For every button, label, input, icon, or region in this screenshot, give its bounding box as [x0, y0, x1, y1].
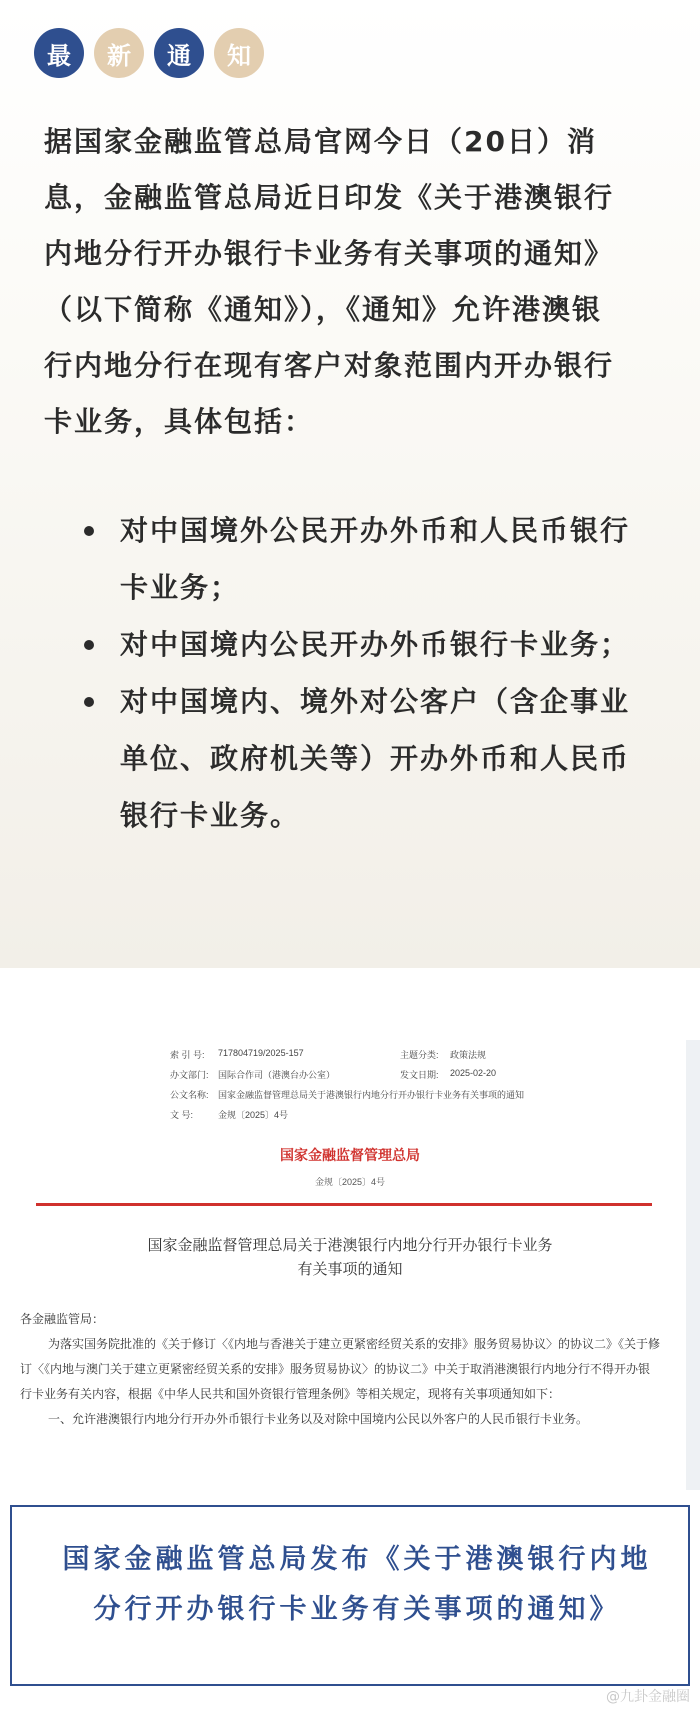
document-meta [170, 1048, 670, 1128]
document-title-line: 国家金融监督管理总局关于港澳银行内地分行开办银行卡业务 [147, 1236, 553, 1254]
bullet-dot-icon [84, 697, 94, 707]
watermark: @九卦金融圈 [606, 1689, 690, 1705]
meta-value: 金规〔2025〕4号 [218, 1110, 289, 1120]
meta-value: 政策法规 [450, 1050, 487, 1060]
meta-label: 索 引 号: [170, 1050, 205, 1060]
bullet-item [70, 502, 630, 616]
meta-label: 办文部门: [170, 1070, 209, 1080]
meta-row [170, 1048, 670, 1068]
meta-value: 国家金融监督管理总局关于港澳银行内地分行开办银行卡业务有关事项的通知 [218, 1090, 525, 1100]
document-title-line: 有关事项的通知 [297, 1260, 403, 1278]
bullet-dot-icon [84, 526, 94, 536]
meta-row [170, 1108, 670, 1128]
document-paragraph: 一、允许港澳银行内地分行开办外币银行卡业务以及对除中国境内公民以外客户的人民币银行卡业务。 [48, 1412, 589, 1426]
bullet-dot-icon [84, 640, 94, 650]
headline-text: 国家金融监管总局发布《关于港澳银行内地分行开办银行卡业务有关事项的通知》 [62, 1544, 652, 1625]
bullet-list [70, 502, 630, 844]
meta-row [170, 1068, 670, 1088]
badge-char: 通 [154, 28, 204, 78]
intro-paragraph: 据国家金融监管总局官网今日（20日）消息，金融监管总局近日印发《关于港澳银行内地分行开办银行卡业务有关事项的通知》（以下简称《通知》），《通知》允许港澳银行内地分行在现有客户对象范围内开办银行卡业务，具体包括： [44, 125, 615, 438]
meta-label: 主题分类: [400, 1050, 439, 1060]
bullet-text: 对中国境内、境外对公客户（含企事业单位、政府机关等）开办外币和人民币银行卡业务。 [120, 685, 631, 832]
headline-box [10, 1505, 690, 1686]
meta-value: 国际合作司（港澳台办公室） [218, 1070, 336, 1080]
meta-row [170, 1088, 670, 1108]
issuing-org: 国家金融监督管理总局 [280, 1148, 420, 1164]
meta-value: 2025-02-20 [450, 1068, 497, 1078]
badge-char: 最 [34, 28, 84, 78]
bullet-item [70, 616, 630, 673]
meta-value: 717804719/2025-157 [218, 1048, 304, 1058]
bullet-text: 对中国境外公民开办外币和人民币银行卡业务； [120, 514, 631, 604]
latest-notice-badges [34, 28, 264, 78]
bullet-item [70, 673, 630, 844]
document-paragraph: 为落实国务院批准的《关于修订〈《内地与香港关于建立更紧密经贸关系的安排》服务贸易协议〉的协议二》《关于修订〈《内地与澳门关于建立更紧密经贸关系的安排》服务贸易协议〉的协议二》中关于取消港澳银行内地分行不得开办银行卡业务有关内容，根据《中华人民共和国外资银行管理条例》等相关规定，现将有关事项通知如下： [20, 1337, 661, 1401]
badge-char: 知 [214, 28, 264, 78]
red-divider [36, 1203, 652, 1206]
document-number: 金规〔2025〕4号 [314, 1177, 386, 1187]
meta-label: 公文名称: [170, 1090, 209, 1100]
badge-char: 新 [94, 28, 144, 78]
meta-label: 发文日期: [400, 1070, 439, 1080]
meta-label: 文 号: [170, 1110, 194, 1120]
bullet-text: 对中国境内公民开办外币银行卡业务； [120, 628, 631, 661]
document-title [0, 1233, 700, 1281]
document-body [20, 1307, 660, 1432]
salutation: 各金融监管局： [20, 1312, 105, 1326]
